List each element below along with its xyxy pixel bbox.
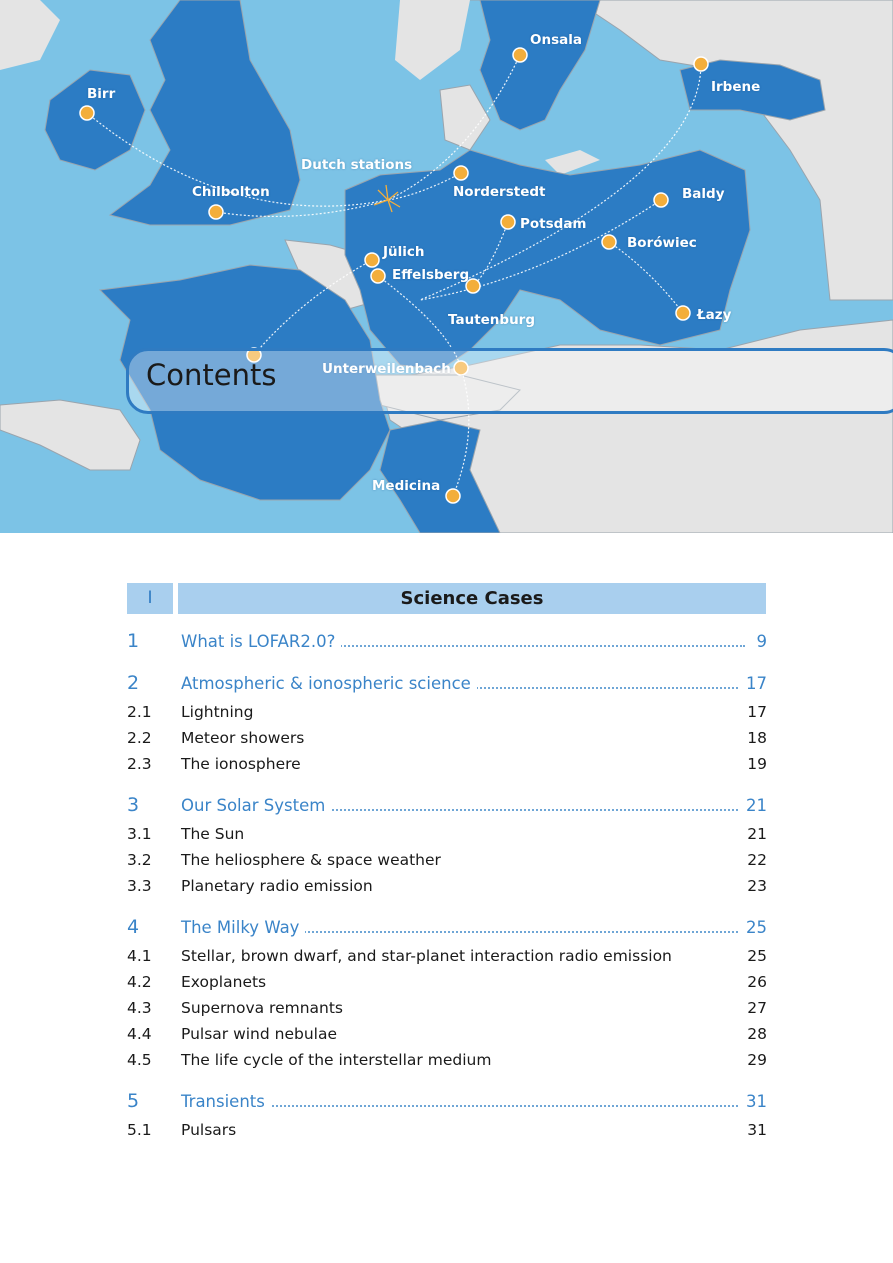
- section-title[interactable]: Pulsar wind nebulae: [181, 1025, 338, 1043]
- chapter-title[interactable]: The Milky Way: [181, 918, 305, 937]
- section-page-number[interactable]: 26: [747, 973, 767, 991]
- chapter-page-number[interactable]: 31: [740, 1092, 767, 1111]
- part-number: I: [127, 583, 173, 614]
- station-dot-chilbolton: [209, 205, 223, 219]
- page-title: Contents: [146, 358, 277, 392]
- station-label-tautenburg: Tautenburg: [448, 312, 536, 328]
- toc-section[interactable]: [127, 822, 767, 848]
- toc-section[interactable]: [127, 1118, 767, 1144]
- station-dot-medicina: [446, 489, 460, 503]
- toc-chapter[interactable]: [127, 630, 767, 656]
- station-label-onsala: Onsala: [530, 32, 582, 48]
- station-dot-potsdam: [501, 215, 515, 229]
- chapter-number: 5: [127, 1090, 140, 1112]
- toc-entries: [127, 630, 767, 1144]
- section-number: 4.3: [127, 999, 152, 1017]
- section-number: 3.1: [127, 825, 152, 843]
- section-page-number[interactable]: 17: [747, 703, 767, 721]
- station-label-lazy: Łazy: [697, 307, 732, 323]
- chapter-title[interactable]: What is LOFAR2.0?: [181, 632, 341, 651]
- chapter-number: 1: [127, 630, 140, 652]
- section-page-number[interactable]: 22: [747, 851, 767, 869]
- station-label-julich: Jülich: [383, 244, 425, 260]
- toc-chapter[interactable]: [127, 672, 767, 698]
- station-dot-borowiec: [602, 235, 616, 249]
- station-label-birr: Birr: [87, 86, 116, 102]
- section-page-number[interactable]: 27: [747, 999, 767, 1017]
- section-title[interactable]: Pulsars: [181, 1121, 237, 1139]
- section-title[interactable]: Meteor showers: [181, 729, 305, 747]
- section-number: 4.4: [127, 1025, 152, 1043]
- station-dot-julich: [365, 253, 379, 267]
- toc-section[interactable]: [127, 970, 767, 996]
- chapter-title[interactable]: Transients: [181, 1092, 271, 1111]
- section-title[interactable]: Planetary radio emission: [181, 877, 373, 895]
- table-of-contents: [127, 583, 767, 1144]
- station-dot-irbene: [694, 57, 708, 71]
- station-label-baldy: Baldy: [682, 186, 725, 202]
- section-number: 2.2: [127, 729, 152, 747]
- part-title: Science Cases: [178, 583, 766, 614]
- chapter-number: 2: [127, 672, 140, 694]
- station-label-medicina: Medicina: [372, 478, 441, 494]
- section-title[interactable]: Exoplanets: [181, 973, 267, 991]
- section-number: 2.3: [127, 755, 152, 773]
- toc-section[interactable]: [127, 944, 767, 970]
- chapter-number: 3: [127, 794, 140, 816]
- toc-section[interactable]: [127, 874, 767, 900]
- section-page-number[interactable]: 23: [747, 877, 767, 895]
- section-title[interactable]: The Sun: [181, 825, 245, 843]
- toc-section[interactable]: [127, 700, 767, 726]
- chapter-page-number[interactable]: 9: [751, 632, 768, 651]
- station-label-norderstedt: Norderstedt: [453, 184, 546, 200]
- section-page-number[interactable]: 28: [747, 1025, 767, 1043]
- station-label-unterweilenbach: Unterweilenbach: [322, 361, 451, 377]
- station-label-borowiec: Borówiec: [627, 235, 697, 251]
- section-page-number[interactable]: 18: [747, 729, 767, 747]
- station-label-dutch: Dutch stations: [301, 157, 413, 173]
- toc-chapter[interactable]: [127, 1090, 767, 1116]
- toc-section[interactable]: [127, 726, 767, 752]
- section-number: 3.3: [127, 877, 152, 895]
- section-page-number[interactable]: 19: [747, 755, 767, 773]
- section-number: 4.1: [127, 947, 152, 965]
- section-title[interactable]: Supernova remnants: [181, 999, 344, 1017]
- toc-section[interactable]: [127, 1022, 767, 1048]
- section-page-number[interactable]: 21: [747, 825, 767, 843]
- section-title[interactable]: The ionosphere: [181, 755, 301, 773]
- section-number: 3.2: [127, 851, 152, 869]
- section-number: 4.5: [127, 1051, 152, 1069]
- section-title[interactable]: Stellar, brown dwarf, and star-planet interaction radio emission: [181, 947, 672, 965]
- section-number: 4.2: [127, 973, 152, 991]
- chapter-title[interactable]: Our Solar System: [181, 796, 331, 815]
- chapter-title[interactable]: Atmospheric & ionospheric science: [181, 674, 477, 693]
- part-header: [127, 583, 767, 615]
- station-dot-lazy: [676, 306, 690, 320]
- chapter-page-number[interactable]: 25: [740, 918, 767, 937]
- station-dot-birr: [80, 106, 94, 120]
- station-dot-norderstedt: [454, 166, 468, 180]
- section-title[interactable]: Lightning: [181, 703, 254, 721]
- chapter-number: 4: [127, 916, 140, 938]
- section-number: 5.1: [127, 1121, 152, 1139]
- toc-section[interactable]: [127, 752, 767, 778]
- section-page-number[interactable]: 25: [747, 947, 767, 965]
- lofar-station-map: [0, 0, 893, 533]
- station-label-irbene: Irbene: [711, 79, 761, 95]
- section-title[interactable]: The heliosphere & space weather: [181, 851, 441, 869]
- toc-section[interactable]: [127, 848, 767, 874]
- toc-section[interactable]: [127, 996, 767, 1022]
- section-title[interactable]: The life cycle of the interstellar medium: [181, 1051, 492, 1069]
- station-label-chilbolton: Chilbolton: [192, 184, 270, 200]
- toc-chapter[interactable]: [127, 916, 767, 942]
- section-page-number[interactable]: 29: [747, 1051, 767, 1069]
- station-dot-onsala: [513, 48, 527, 62]
- station-dot-baldy: [654, 193, 668, 207]
- station-dot-effelsberg: [371, 269, 385, 283]
- station-label-effelsberg: Effelsberg: [392, 267, 470, 283]
- chapter-page-number[interactable]: 17: [740, 674, 767, 693]
- section-number: 2.1: [127, 703, 152, 721]
- toc-section[interactable]: [127, 1048, 767, 1074]
- chapter-page-number[interactable]: 21: [740, 796, 767, 815]
- section-page-number[interactable]: 31: [747, 1121, 767, 1139]
- toc-chapter[interactable]: [127, 794, 767, 820]
- station-label-potsdam: Potsdam: [520, 216, 587, 232]
